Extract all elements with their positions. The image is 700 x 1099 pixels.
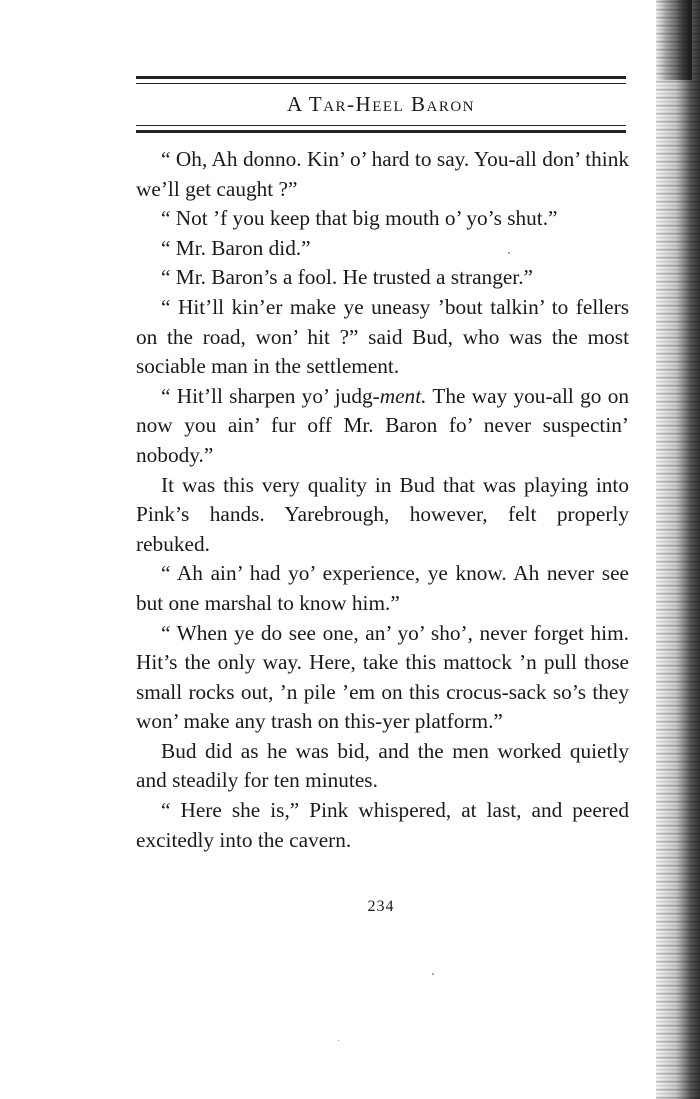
header-word-tar-heel: TAR-HEEL [308,92,405,116]
paragraph-9: “ When ye do see one, an’ yo’ sho’, never forget him. Hit’s the only way. Here, take this mattock ’n pull those small rocks out, ’n pile ’em on this crocus-sack so’s they won’ make any trash on this-yer platform.” [136,620,629,734]
running-header [136,86,626,125]
header-rule-bottom-thin [136,125,626,126]
paragraph-10: Bud did as he was bid, and the men worked quietly and steadily for ten minutes. [136,738,629,793]
page-number: 234 [367,898,395,915]
header-word-baron: BARON [410,92,475,116]
paper-speck [432,973,434,975]
paragraph-11: “ Here she is,” Pink whispered, at last, and peered excitedly into the cavern. [136,798,629,852]
paper-speck [338,1040,339,1041]
paragraph-6: “ Hit’ll sharpen yo’ judg-ment. The way you-all go on now you ain’ fur off Mr. Baron fo’ never suspectin’ nobody.” [136,383,629,467]
page-corner-shadow [656,0,692,80]
page-edge-shadow [656,0,700,1099]
paragraph-1: “ Oh, Ah donno. Kin’ o’ hard to say. You-all don’ think we’ll get caught ?” [136,147,629,201]
paper-speck [508,252,510,254]
header-rule-top-thin [136,83,626,84]
paragraph-4: “ Mr. Baron’s a fool. He trusted a stranger.” [161,265,533,290]
header-rule-bottom-thick [136,130,626,133]
paragraph-2: “ Not ’f you keep that big mouth o’ yo’s shut.” [161,206,558,231]
paragraph-3: “ Mr. Baron did.” [161,235,311,260]
paragraph-5: “ Hit’ll kin’er make ye uneasy ’bout talkin’ to fellers on the road, won’ hit ?” said Bud, who was the most sociable man in the settlement. [136,294,629,379]
paragraph-7: It was this very quality in Bud that was playing into Pink’s hands. Yarebrough, however, felt properly rebuked. [136,472,629,556]
paragraph-8: “ Ah ain’ had yo’ experience, ye know. Ah never see but one marshal to know him.” [136,561,629,615]
body-text [136,145,629,855]
header-rule-top-thick [136,76,626,79]
header-word-a: A [286,92,303,116]
